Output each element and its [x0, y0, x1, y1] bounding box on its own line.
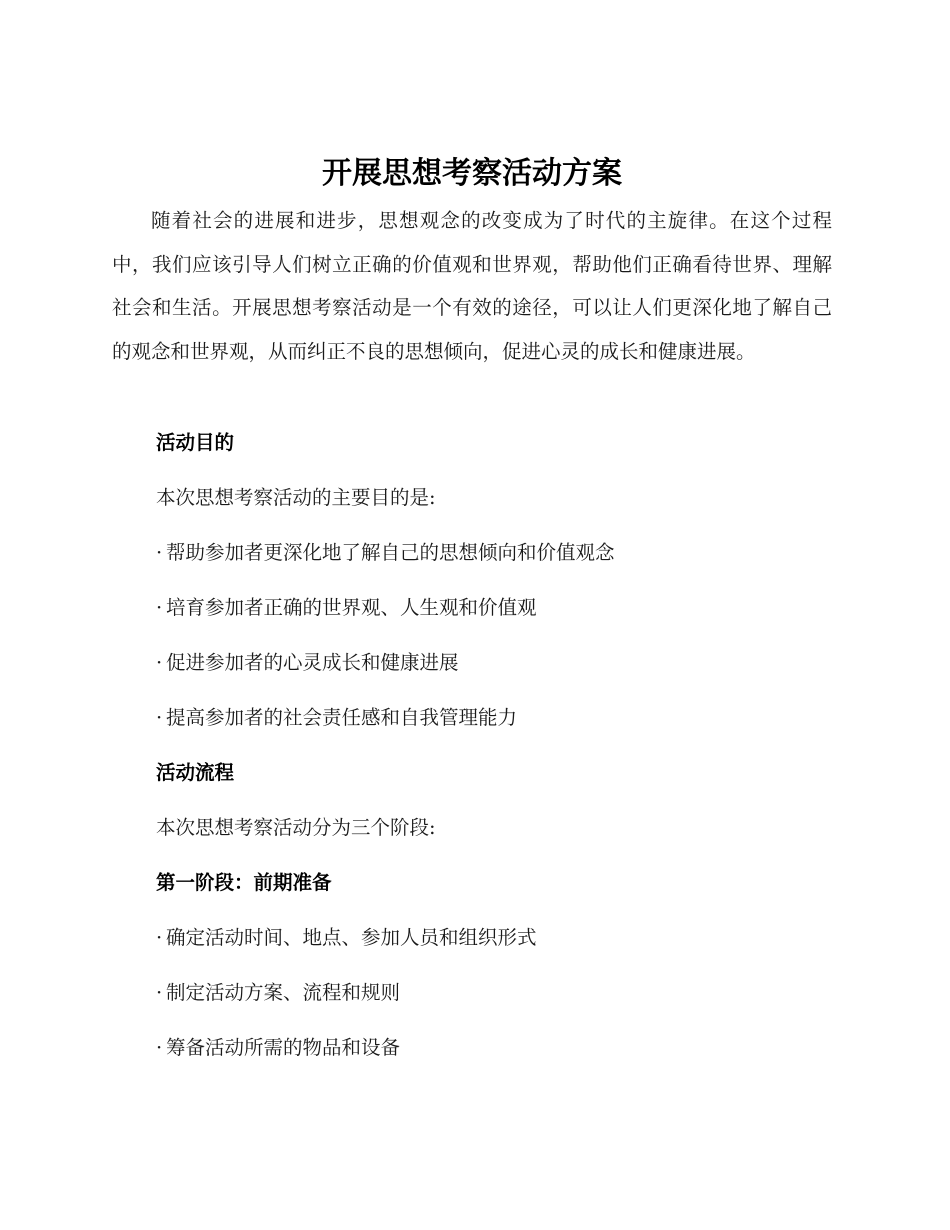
list-item [156, 538, 615, 568]
list-item-text: 制定活动方案、流程和规则 [166, 981, 401, 1004]
bullet-mark: · [156, 926, 163, 949]
bullet-mark: · [156, 541, 163, 564]
stage-heading: 第一阶段：前期准备 [156, 871, 332, 894]
section-heading-purpose: 活动目的 [156, 431, 235, 454]
list-item [156, 703, 517, 733]
purpose-lead: 本次思想考察活动的主要目的是: [156, 486, 436, 509]
bullet-mark: · [156, 981, 163, 1004]
list-item-text: 提高参加者的社会责任感和自我管理能力 [166, 706, 518, 729]
list-item-text: 确定活动时间、地点、参加人员和组织形式 [166, 926, 537, 949]
bullet-mark: · [156, 596, 163, 619]
section-heading-process: 活动流程 [156, 761, 235, 784]
list-item-text: 筹备活动所需的物品和设备 [166, 1036, 401, 1059]
list-item-text: 培育参加者正确的世界观、人生观和价值观 [166, 596, 537, 619]
bullet-mark: · [156, 651, 163, 674]
list-item-text: 促进参加者的心灵成长和健康进展 [166, 651, 459, 674]
list-item [156, 1033, 400, 1063]
bullet-mark: · [156, 706, 163, 729]
document-title: 开展思想考察活动方案 [322, 156, 622, 191]
list-item [156, 923, 537, 953]
list-item-text: 帮助参加者更深化地了解自己的思想倾向和价值观念 [166, 541, 615, 564]
intro-paragraph: 随着社会的进展和进步，思想观念的改变成为了时代的主旋律。在这个过程中，我们应该引导人们树立正确的价值观和世界观，帮助他们正确看待世界、理解社会和生活。开展思想考察活动是一个有效的途径，可以让人们更深化地了解自己的观念和世界观，从而纠正不良的思想倾向，促进心灵的成长和健康进展。 [112, 209, 832, 363]
process-lead: 本次思想考察活动分为三个阶段: [156, 816, 436, 839]
list-item [156, 648, 459, 678]
bullet-mark: · [156, 1036, 163, 1059]
list-item [156, 978, 400, 1008]
list-item [156, 593, 537, 623]
